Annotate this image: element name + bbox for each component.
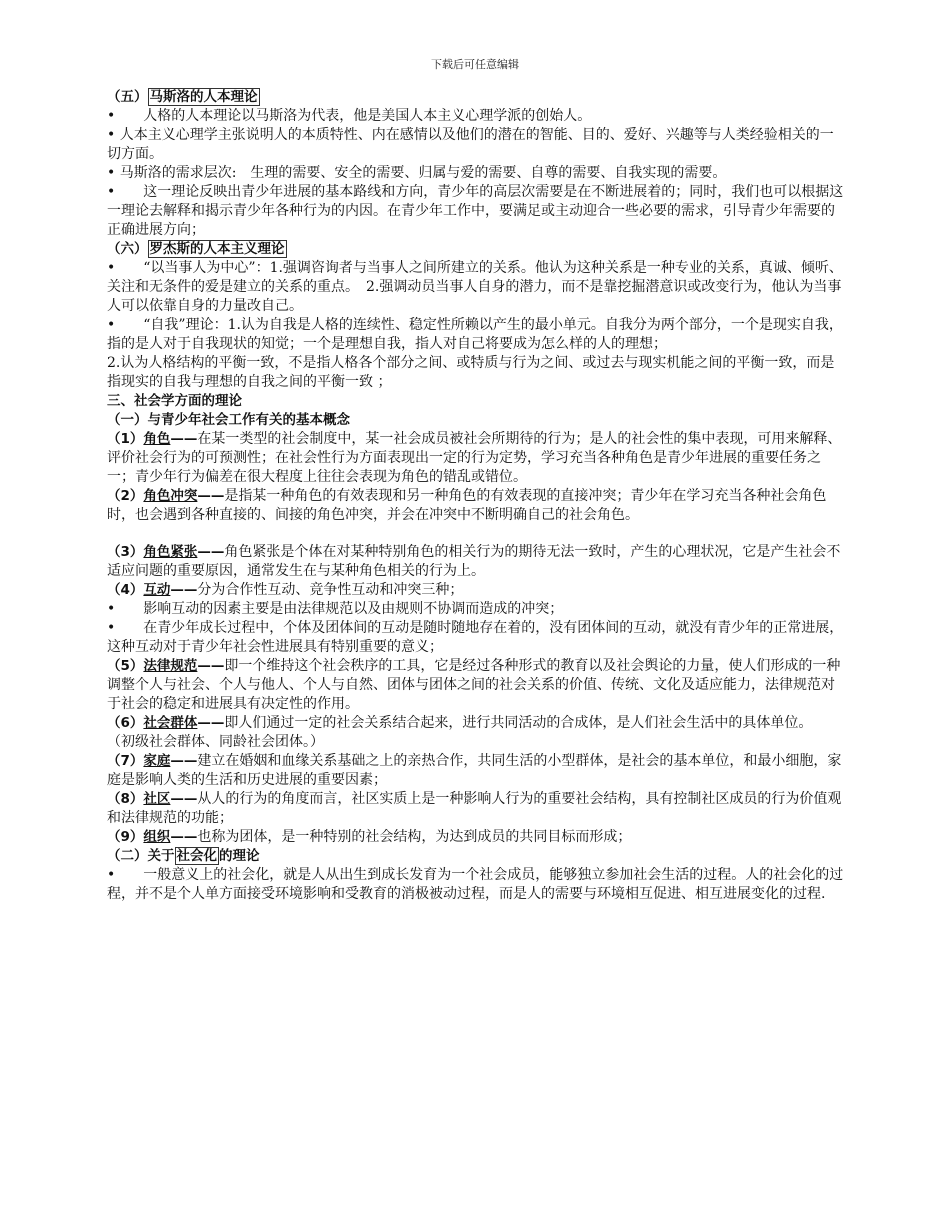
concept-item: （3）角色紧张——角色紧张是个体在对某种特别角色的相关行为的期待无法一致时，产生的心理状况，它是产生社会不适应问题的重要原因，通常发生在与某种角色相关的行为上。	[107, 544, 841, 579]
heading-title: 罗杰斯的人本主义理论	[149, 241, 285, 257]
paragraph: • 这一理论反映出青少年进展的基本路线和方向，青少年的高层次需要是在不断进展着的；同时，我们也可以根据这一理论去解释和揭示青少年各种行为的内因。在青少年工作中，要满足或主动迎合一些必要的需求，引导青少年需要的正确进展方向；	[107, 184, 844, 238]
concept-term: 法律规范	[143, 658, 198, 674]
paragraph: • 在青少年成长过程中，个体及团体间的互动是随时随地存在着的，没有团体间的互动，就没有青少年的正常进展，这种互动对于青少年社会性进展具有特别重要的意义；	[107, 620, 844, 655]
section-heading-rogers: （六） 罗杰斯的人本主义理论	[107, 241, 285, 257]
document-body	[107, 88, 862, 904]
concept-item: （8）社区——从人的行为的角度而言，社区实质上是一种影响人行为的重要社会结构，具有控制社区成员的行为价值观和法律规范的功能；	[107, 791, 842, 826]
concept-term: 组织	[143, 829, 171, 845]
concept-term: 家庭	[143, 753, 171, 769]
concept-item: （4）互动——分为合作性互动、竞争性互动和冲突三种；	[107, 582, 464, 598]
paragraph: • 人本主义心理学主张说明人的本质特性、内在感情以及他们的潜在的智能、目的、爱好、兴趣等与人类经验相关的一切方面。	[107, 127, 834, 162]
concept-term: 互动	[143, 582, 171, 598]
paragraph: • 马斯洛的需求层次: 生理的需要、安全的需要、归属与爱的需要、自尊的需要、自我实现的需要。	[107, 165, 727, 181]
section-heading-sociology: 三、社会学方面的理论	[107, 393, 242, 409]
concept-item: （6）社会群体——即人们通过一定的社会关系结合起来，进行共同活动的合成体，是人们社会生活中的具体单位。 （初级社会群体、同龄社会团体。）	[107, 715, 862, 750]
paragraph: • 人格的人本理论以马斯洛为代表，他是美国人本主义心理学派的创始人。	[107, 108, 592, 124]
concept-item: （9）组织——也称为团体，是一种特别的社会结构，为达到成员的共同目标而形成；	[107, 829, 632, 845]
heading-title: 马斯洛的人本理论	[149, 89, 258, 105]
paragraph: • 影响互动的因素主要是由法律规范以及由规则不协调而造成的冲突；	[107, 601, 564, 617]
concept-item: （5）法律规范——即一个维持这个社会秩序的工具，它是经过各种形式的教育以及社会舆论的力量，使人们形成的一种调整个人与社会、个人与他人、个人与自然、团体与团体之间的社会关系的价值、传统、文化及适应能力，法律规范对于社会的稳定和进展具有决定性的作用。	[107, 658, 841, 712]
section-heading-maslow: （五） 马斯洛的人本理论	[107, 89, 258, 105]
blank-line	[107, 525, 847, 543]
concept-item: （7）家庭——建立在婚姻和血缘关系基础之上的亲热合作，共同生活的小型群体，是社会的基本单位，和最小细胞，家庭是影响人类的生活和历史进展的重要因素；	[107, 753, 842, 788]
concept-term: 社会群体	[143, 715, 198, 731]
paragraph: • “自我”理论：1.认为自我是人格的连续性、稳定性所赖以产生的最小单元。自我分为两个部分，一个是现实自我，指的是人对于自我现状的知觉；一个是理想自我，指人对自己将要成为怎么样的人的理想；	[107, 317, 843, 352]
concept-item: （2）角色冲突——是指某一种角色的有效表现和另一种角色的有效表现的直接冲突；青少年在学习充当各种社会角色时，也会遇到各种直接的、间接的角色冲突，并会在冲突中不断明确自己的社会角色。	[107, 488, 827, 523]
concept-item: （1）角色——在某一类型的社会制度中，某一社会成员被社会所期待的行为；是人的社会性的集中表现，可用来解释、评价社会行为的可预测性；在社会性行为方面表现出一定的行为定势，学习充当各种角色是青少年进展的重要任务之一；青少年行为偏差在很大程度上往往会表现为角色的错乱或错位。	[107, 431, 842, 485]
paragraph: • “以当事人为中心”：1.强调咨询者与当事人之间所建立的关系。他认为这种关系是一种专业的关系，真诚、倾听、关注和无条件的爱是建立的关系的重点。 2.强调动员当事人自身的潜力，而不是靠挖掘潜意识或改变行为，他认为当事人可以依靠自身的力量改自己。	[107, 260, 843, 314]
page-header: 下载后可任意编辑	[431, 58, 519, 71]
subsection-heading-concepts: （一）与青少年社会工作有关的基本概念	[107, 412, 350, 428]
subsection-heading-socialization: （二）关于 社会化 的理论	[107, 848, 260, 864]
paragraph: • 一般意义上的社会化，就是人从出生到成长发育为一个社会成员，能够独立参加社会生活的过程。人的社会化的过程，并不是个人单方面接受环境影响和受教育的消极被动过程，而是人的需要与环境相互促进、相互进展变化的过程.	[107, 867, 844, 902]
concept-term: 角色紧张	[143, 544, 198, 560]
paragraph: 2.认为人格结构的平衡一致，不是指人格各个部分之间、或特质与行为之间、或过去与现实机能之间的平衡一致，而是指现实的自我与理想的自我之间的平衡一致 ；	[107, 355, 835, 390]
concept-term: 角色	[143, 431, 171, 447]
concept-term: 角色冲突	[143, 488, 198, 504]
concept-term: 社区	[143, 791, 171, 807]
heading-term: 社会化	[176, 848, 217, 864]
